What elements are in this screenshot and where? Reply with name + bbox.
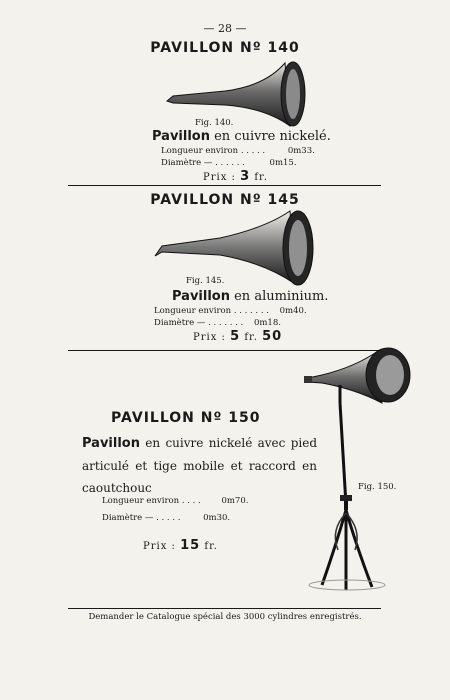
fig-label-150: Fig. 150. (358, 482, 397, 492)
divider (68, 185, 381, 186)
section-title-150: PAVILLON Nº 150 (111, 410, 261, 426)
spec-diameter-145: Diamètre — . . . . . . . 0m18. (154, 318, 281, 328)
spec-diameter-140: Diamètre — . . . . . . 0m15. (161, 158, 297, 168)
footer-divider (68, 608, 381, 609)
footer-note: Demander le Catalogue spécial des 3000 cylindres enregistrés. (88, 612, 362, 622)
section-title-140: PAVILLON Nº 140 (150, 40, 300, 56)
description-145: Pavillon en aluminium. (172, 289, 329, 304)
spec-diameter-150: Diamètre — . . . . . 0m30. (102, 513, 231, 523)
horn-150-stand-illustration (300, 345, 415, 595)
description-150: Pavillon en cuivre nickelé avec pied articulé et tige mobile et raccord en caoutchouc (82, 436, 317, 495)
horn-140-illustration (165, 58, 310, 128)
spec-length-145: Longueur environ . . . . . . . 0m40. (154, 306, 307, 316)
section-title-145: PAVILLON Nº 145 (150, 192, 300, 208)
fig-label-140: Fig. 140. (195, 118, 234, 128)
description-140: Pavillon en cuivre nickelé. (152, 129, 331, 144)
spec-length-150: Longueur environ . . . . 0m70. (102, 496, 249, 506)
page-number: — 28 — (203, 22, 247, 35)
price-150: Prix : 15 fr. (143, 538, 218, 553)
spec-length-140: Longueur environ . . . . . 0m33. (161, 146, 315, 156)
fig-label-145: Fig. 145. (186, 276, 225, 286)
horn-145-illustration (150, 208, 320, 288)
price-140: Prix : 3 fr. (203, 169, 268, 184)
price-145: Prix : 5 fr. 50 (193, 329, 283, 344)
